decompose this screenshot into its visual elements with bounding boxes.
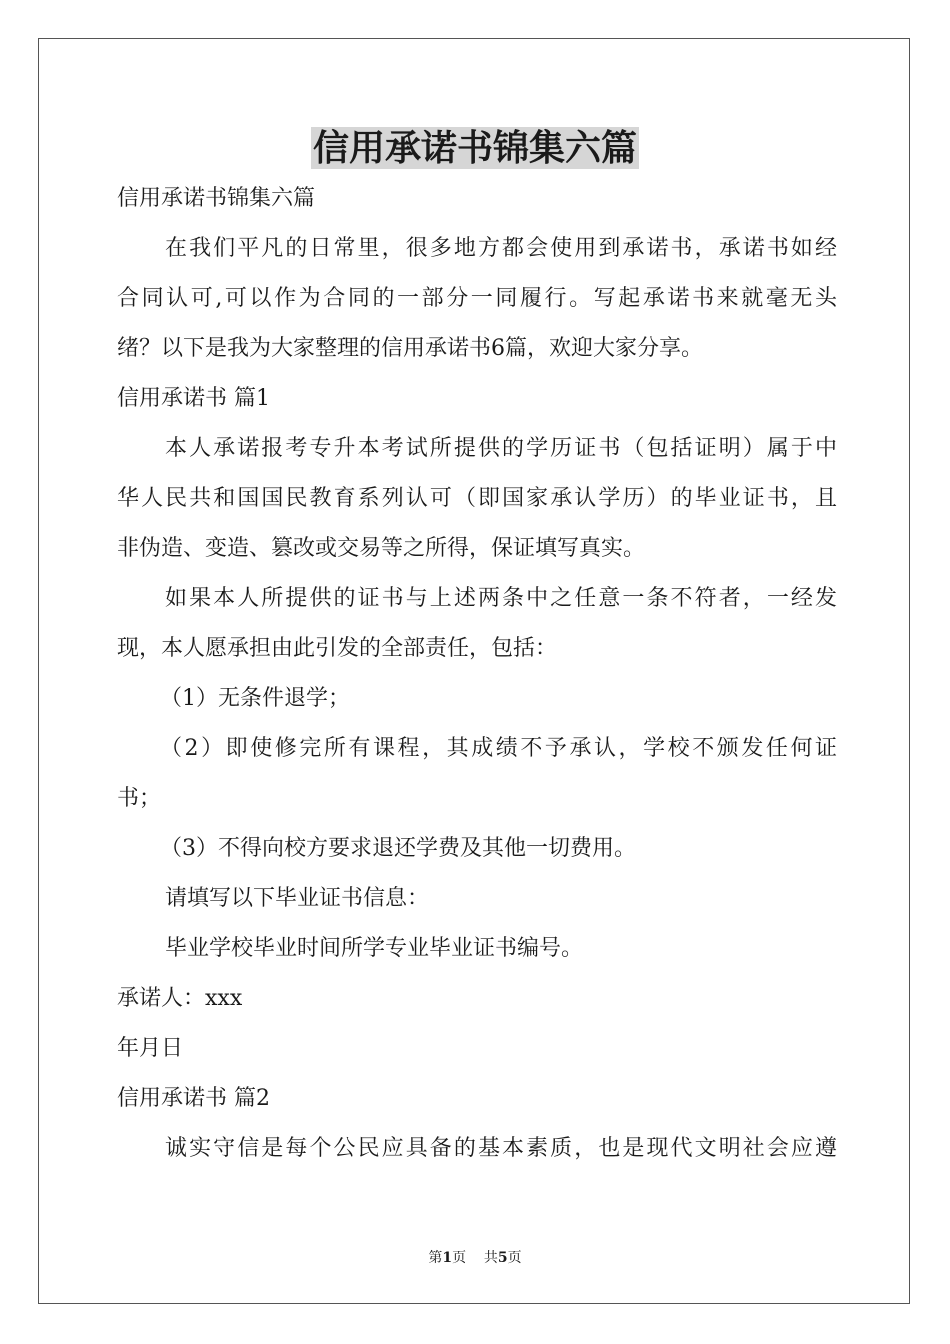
paragraph-line: 请填写以下毕业证书信息： xyxy=(165,886,430,911)
page-footer xyxy=(0,1249,950,1267)
footer-current-page: 1 xyxy=(442,1250,453,1266)
signatory-line: 承诺人：xxx xyxy=(117,986,243,1011)
paragraph-line: 现，本人愿承担由此引发的全部责任，包括： xyxy=(117,636,558,661)
document-title xyxy=(0,124,950,172)
paragraph-line: 合同认可,可以作为合同的一部分一同履行。写起承诺书来就毫无头 xyxy=(117,286,837,311)
footer-total-pages: 5 xyxy=(497,1250,508,1266)
subtitle-line: 信用承诺书锦集六篇 xyxy=(117,186,316,211)
page-border xyxy=(38,38,910,1304)
paragraph-line: 本人承诺报考专升本考试所提供的学历证书（包括证明）属于中 xyxy=(165,436,837,461)
paragraph-line: 毕业学校毕业时间所学专业毕业证书编号。 xyxy=(165,936,584,961)
paragraph-line: 非伪造、变造、篡改或交易等之所得，保证填写真实。 xyxy=(117,536,646,561)
list-item: （3）不得向校方要求退还学费及其他一切费用。 xyxy=(160,836,636,861)
document-title-text: 信用承诺书锦集六篇 xyxy=(312,127,637,169)
date-line: 年月日 xyxy=(117,1036,184,1061)
footer-mid: 页 共 xyxy=(452,1250,498,1266)
list-item-continuation: 书； xyxy=(117,786,162,811)
paragraph-line: 如果本人所提供的证书与上述两条中之任意一条不符者，一经发 xyxy=(165,586,837,611)
paragraph-line: 诚实守信是每个公民应具备的基本素质，也是现代文明社会应遵 xyxy=(165,1136,837,1161)
list-item: （2）即使修完所有课程，其成绩不予承认，学校不颁发任何证 xyxy=(160,736,837,761)
paragraph-line: 在我们平凡的日常里，很多地方都会使用到承诺书，承诺书如经 xyxy=(165,236,837,261)
paragraph-line: 绪？以下是我为大家整理的信用承诺书6篇，欢迎大家分享。 xyxy=(117,336,703,361)
list-item: （1）无条件退学； xyxy=(160,686,350,711)
footer-suffix: 页 xyxy=(507,1250,522,1266)
paragraph-line: 华人民共和国国民教育系列认可（即国家承认学历）的毕业证书，且 xyxy=(117,486,837,511)
section-heading: 信用承诺书 篇1 xyxy=(117,386,270,411)
footer-prefix: 第 xyxy=(428,1250,443,1266)
section-heading: 信用承诺书 篇2 xyxy=(117,1086,270,1111)
